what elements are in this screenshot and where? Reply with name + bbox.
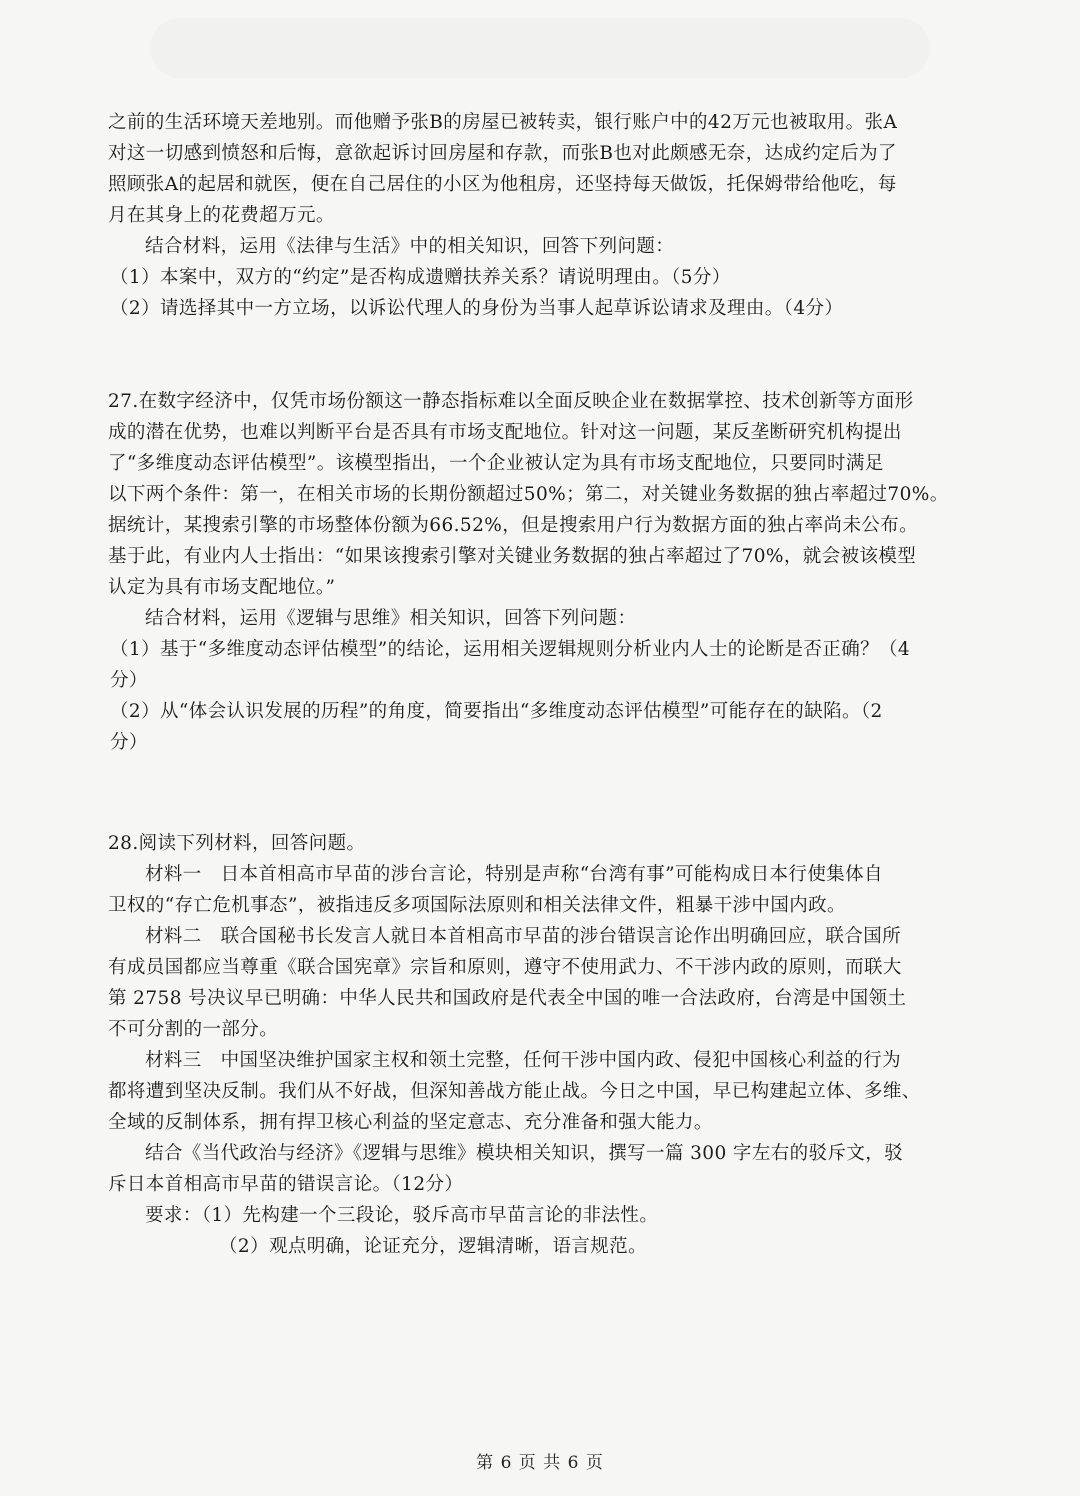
section-a — [108, 107, 978, 324]
question-28 — [108, 828, 978, 1262]
page-content — [108, 107, 978, 1262]
requirement-2: （2）观点明确，论证充分，逻辑清晰，语言规范。 — [219, 1236, 647, 1257]
sub-question-2-cont: 分） — [110, 732, 148, 753]
page-number: 第 6 页 共 6 页 — [476, 1453, 604, 1473]
material-1: 材料一 日本首相高市早苗的涉台言论，特别是声称“台湾有事”可能构成日本行使集体自 — [145, 864, 883, 885]
paragraph-line: 之前的生活环境天差地别。而他赠予张B的房屋已被转卖，银行账户中的42万元也被取用。张A — [108, 112, 898, 133]
question-instruction: 结合材料，运用《逻辑与思维》相关知识，回答下列问题： — [145, 608, 637, 629]
sub-question-1: （1）基于“多维度动态评估模型”的结论，运用相关逻辑规则分析业内人士的论断是否正确？（4 — [110, 639, 911, 660]
question-27 — [108, 386, 978, 758]
paragraph-line: 认定为具有市场支配地位。” — [108, 577, 336, 598]
requirement-1: 要求：（1）先构建一个三段论，驳斥高市早苗言论的非法性。 — [145, 1205, 659, 1226]
paragraph-line: 月在其身上的花费超万元。 — [108, 205, 335, 226]
paragraph-line: 基于此，有业内人士指出：“如果该搜索引擎对关键业务数据的独占率超过了70%，就会被该模型 — [108, 546, 917, 567]
sub-question-1: （1）本案中，双方的“约定”是否构成遗赠扶养关系？请说明理由。（5分） — [110, 267, 731, 288]
material-2-cont: 有成员国都应当尊重《联合国宪章》宗旨和原则，遵守不使用武力、不干涉内政的原则，而联大 — [108, 957, 902, 978]
question-title: 28.阅读下列材料，回答问题。 — [108, 833, 366, 854]
paragraph-line: 照顾张A的起居和就医，便在自己居住的小区为他租房，还坚持每天做饭，托保姆带给他吃，每 — [108, 174, 897, 195]
question-instruction: 结合材料，运用《法律与生活》中的相关知识，回答下列问题： — [145, 236, 675, 257]
paragraph-line: 了“多维度动态评估模型”。该模型指出，一个企业被认定为具有市场支配地位，只要同时满足 — [108, 453, 884, 474]
sub-question-1-cont: 分） — [110, 670, 148, 691]
paragraph-line: 27.在数字经济中，仅凭市场份额这一静态指标难以全面反映企业在数据掌控、技术创新等方面形 — [108, 391, 914, 412]
material-3: 材料三 中国坚决维护国家主权和领土完整，任何干涉中国内政、侵犯中国核心利益的行为 — [145, 1050, 902, 1071]
material-3-cont: 全域的反制体系，拥有捍卫核心利益的坚定意志、充分准备和强大能力。 — [108, 1112, 713, 1133]
writing-task-cont: 斥日本首相高市早苗的错误言论。（12分） — [108, 1174, 464, 1195]
material-1-cont: 卫权的“存亡危机事态”，被指违反多项国际法原则和相关法律文件，粗暴干涉中国内政。 — [108, 895, 846, 916]
writing-task: 结合《当代政治与经济》《逻辑与思维》模块相关知识，撰写一篇 300 字左右的驳斥文，驳 — [145, 1143, 904, 1164]
material-3-cont: 都将遭到坚决反制。我们从不好战，但深知善战方能止战。今日之中国，早已构建起立体、多维、 — [108, 1081, 921, 1102]
paragraph-line: 以下两个条件：第一，在相关市场的长期份额超过50%；第二，对关键业务数据的独占率超过70%。 — [108, 484, 949, 505]
material-2-cont: 不可分割的一部分。 — [108, 1019, 279, 1040]
sub-question-2: （2）请选择其中一方立场，以诉讼代理人的身份为当事人起草诉讼请求及理由。（4分） — [110, 298, 844, 319]
paragraph-line: 据统计，某搜索引擎的市场整体份额为66.52%，但是搜索用户行为数据方面的独占率尚未公布。 — [108, 515, 919, 536]
sub-question-2: （2）从“体会认识发展的历程”的角度，简要指出“多维度动态评估模型”可能存在的缺陷。（2 — [110, 701, 883, 722]
material-2-cont: 第 2758 号决议早已明确：中华人民共和国政府是代表全中国的唯一合法政府，台湾是中国领土 — [108, 988, 907, 1009]
material-2: 材料二 联合国秘书长发言人就日本首相高市早苗的涉台错误言论作出明确回应，联合国所 — [145, 926, 902, 947]
paragraph-line: 成的潜在优势，也难以判断平台是否具有市场支配地位。针对这一问题，某反垄断研究机构提出 — [108, 422, 902, 443]
page-top-shade — [150, 18, 930, 78]
paragraph-line: 对这一切感到愤怒和后悔，意欲起诉讨回房屋和存款，而张B也对此颇感无奈，达成约定后为了 — [108, 143, 897, 164]
